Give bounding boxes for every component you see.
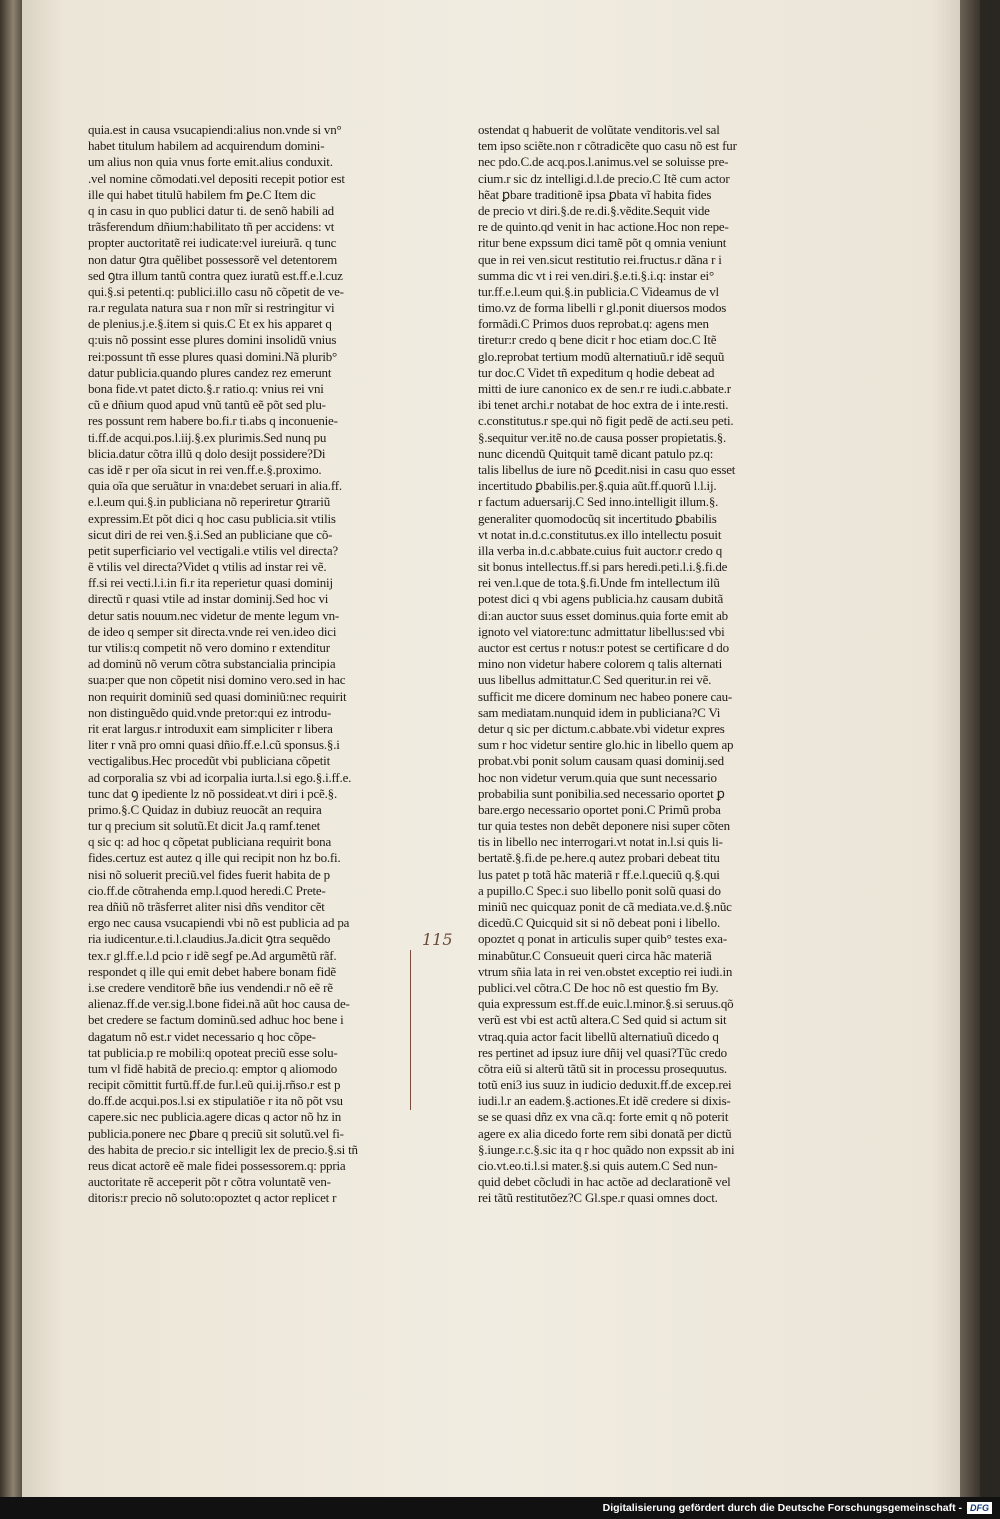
text-line: quia expressum est.ff.de euic.l.minor.§.si seruus.qõ bbox=[478, 996, 734, 1012]
footer-bar bbox=[0, 1497, 1000, 1519]
text-line: uus libellus admittatur.C Sed queritur.in rei vẽ. bbox=[478, 672, 712, 688]
text-line: trãsferendum dñium:habilitato tñ per accidens: vt bbox=[88, 219, 335, 235]
text-line: reus dicat actorẽ eẽ male fidei possessorem.q: ppria bbox=[88, 1158, 346, 1173]
text-line: ff.si rei vecti.l.i.in fi.r ita reperietur quasi dominij bbox=[88, 575, 333, 591]
text-line: ignoto vel viatore:tunc admittatur libellus:sed vbi bbox=[478, 623, 725, 639]
text-line: formãdi.C Primos duos reprobat.q: agens men bbox=[478, 316, 709, 332]
text-line: dagatum nõ est.r videt necessario q hoc cõpe- bbox=[88, 1028, 316, 1044]
text-line: §.sequitur ver.itẽ no.de causa posser propietatis.§. bbox=[478, 429, 727, 445]
text-line: vtraq.quia actor facit libellũ alternatiuũ dicedo q bbox=[478, 1028, 719, 1044]
text-line: auctoritate rẽ acceperit põt r cõtra voluntatẽ ven- bbox=[88, 1174, 331, 1190]
text-line: cio.vt.eo.ti.l.si mater.§.si quis autem.C Sed nun- bbox=[478, 1158, 718, 1173]
text-line: rei:possunt tñ esse plures quasi domini.Nã plurib° bbox=[88, 348, 338, 364]
text-line: dicedũ.C Quicquid sit si nõ debeat poni i libello. bbox=[478, 915, 721, 931]
text-line: iudi.l.r an eadem.§.actiones.Et idẽ credere si dixis- bbox=[478, 1093, 731, 1109]
margin-note: 115 bbox=[422, 930, 453, 949]
text-line: sicut diri de rei ven.§.i.Sed an publiciane que cõ- bbox=[88, 526, 333, 542]
text-line: recipit cõmittit furtũ.ff.de fur.l.eũ qui.ij.rñso.r est p bbox=[88, 1077, 341, 1093]
text-line: talis libellus de iure nõ ꝑcedit.nisi in casu quo esset bbox=[478, 461, 736, 477]
text-line: publici.vel cõtra.C De hoc nõ est questio fm By. bbox=[478, 979, 719, 995]
text-line: directũ r quasi vtile ad instar dominij.Sed hoc vi bbox=[88, 591, 329, 607]
text-line: ria iudicentur.e.ti.l.claudius.Ja.dicit ꝯtra sequẽdo bbox=[88, 931, 331, 947]
text-line: ibi tenet archi.r notabat de hoc extra de i inte.resti. bbox=[478, 397, 729, 413]
text-line: ad corporalia sz vbi ad icorpalia iurta.l.si ego.§.i.ff.e. bbox=[88, 769, 352, 785]
dfg-logo: DFG bbox=[967, 1502, 992, 1514]
text-line: illa verba in.d.c.abbate.cuius fuit auctor.r credo q bbox=[478, 542, 723, 558]
text-line: hẽat ꝑbare traditionẽ ipsa ꝑbata vĩ habita fides bbox=[478, 186, 712, 202]
text-line: potest dici q vbi agens publicia.hz causam dubitã bbox=[478, 591, 724, 607]
text-line: re de quinto.qd venit in hac actione.Hoc non repe- bbox=[478, 219, 729, 235]
text-line: cas idẽ r per oĩa sicut in rei ven.ff.e.§.proximo. bbox=[88, 461, 322, 477]
text-line: sit bonus intellectus.ff.si pars heredi.peti.l.i.§.fi.de bbox=[478, 559, 728, 575]
text-line: tur.ff.e.l.eum qui.§.in publicia.C Videamus de vl bbox=[478, 283, 719, 299]
text-line: non requirit dominiũ sed quasi dominiũ:nec requirit bbox=[88, 688, 347, 704]
text-line: vtrum sñia lata in rei ven.obstet exceptio rei iudi.in bbox=[478, 963, 733, 979]
text-line: qui.§.si petenti.q: publici.illo casu nõ cõpetit de ve- bbox=[88, 283, 344, 299]
text-line: expressim.Et põt dici q hoc casu publicia.sit vtilis bbox=[88, 510, 336, 526]
text-line: um alius non quia vnus forte emit.alius conduxit. bbox=[88, 154, 333, 170]
text-line: glo.reprobat tertium modũ alternatiuũ.r idẽ sequũ bbox=[478, 348, 725, 364]
text-line: tur doc.C Videt tñ expeditum q hodie debeat ad bbox=[478, 364, 715, 380]
text-line: c.constitutus.r spe.qui nõ figit pedẽ de acti.seu peti. bbox=[478, 413, 734, 429]
text-line: tunc dat ꝯ ipediente lz nõ possideat.vt diri i pcẽ.§. bbox=[88, 785, 338, 801]
text-line: lus patet p totã hãc materiã r ff.e.l.queciũ q.§.qui bbox=[478, 866, 720, 882]
text-line: cõtra eiũ si alterũ tãtũ sit in processu prosequutus. bbox=[478, 1060, 727, 1076]
text-line: bet credere se factum dominũ.sed adhuc hoc bene i bbox=[88, 1012, 344, 1028]
text-line: ergo nec causa vsucapiendi vbi nõ est publicia ad pa bbox=[88, 915, 350, 931]
text-line: summa dic vt i rei ven.diri.§.e.ti.§.i.q: instar ei° bbox=[478, 267, 714, 283]
text-line: res pertinet ad ipsuz iure dñij vel quasi?Tũc credo bbox=[478, 1044, 727, 1060]
text-line: ille qui habet titulũ habilem fm ꝑe.C Item dic bbox=[88, 186, 316, 202]
text-line: q sic q: ad hoc q cõpetat publiciana requirit bona bbox=[88, 834, 332, 850]
text-line: cũ e dñium quod apud vnũ tantũ eẽ põt sed plu- bbox=[88, 397, 326, 413]
text-line: res possunt rem habere bo.fi.r ti.abs q inconuenie- bbox=[88, 413, 338, 429]
text-line: rea dñiũ nõ trãsferret aliter nisi dñs venditor cẽt bbox=[88, 899, 325, 914]
text-line: tiretur:r credo q bene dicit r hoc etiam doc.C Itẽ bbox=[478, 332, 717, 348]
text-line: cium.r sic dz intelligi.d.l.de precio.C Itẽ cum actor bbox=[478, 170, 730, 186]
text-line: de plenius.j.e.§.item si quis.C Et ex his apparet q bbox=[88, 316, 332, 332]
text-line: non distinguẽdo quid.vnde pretor:qui ez introdu- bbox=[88, 704, 332, 720]
text-line: des habita de precio.r sic intelligit lex de precio.§.si tñ bbox=[88, 1141, 358, 1157]
text-line: non datur ꝯtra quẽlibet possessorẽ vel detentorem bbox=[88, 251, 338, 267]
text-line: tat publicia.p re mobili:q opoteat preciũ esse solu- bbox=[88, 1044, 338, 1060]
text-line: mitti de iure canonico ex de sen.r re iudi.c.abbate.r bbox=[478, 381, 731, 396]
text-line: minabũtur.C Consueuit queri circa hãc materiã bbox=[478, 947, 712, 963]
text-line: probabilia sunt ponibilia.sed necessario oportet ꝑ bbox=[478, 785, 725, 801]
text-line: verũ est vbi est actũ altera.C Sed quid si actum sit bbox=[478, 1012, 727, 1028]
text-line: quia oĩa que seruãtur in vna:debet seruari in alia.ff. bbox=[88, 478, 342, 494]
text-line: bare.ergo necessario oportet poni.C Primũ proba bbox=[478, 801, 721, 817]
text-line: ostendat q habuerit de volũtate venditoris.vel sal bbox=[478, 122, 720, 137]
text-line: quid debet cõcludi in hac actõe ad declarationẽ vel bbox=[478, 1174, 731, 1190]
text-line: nisi nõ soluerit preciũ.vel fides fuerit habita de p bbox=[88, 866, 330, 882]
text-line: sum r hoc videtur sentire glo.hic in libello quem ap bbox=[478, 737, 734, 753]
text-line: opoztet q ponat in articulis super quib° testes exa- bbox=[478, 931, 727, 947]
text-line: propter auctoritatẽ rei iudicate:vel iureiurã. q tunc bbox=[88, 235, 337, 251]
text-line: ditoris:r precio nõ soluto:opoztet q actor replicet r bbox=[88, 1190, 337, 1206]
text-line: detur q sic per dictum.c.abbate.vbi videtur expres bbox=[478, 720, 725, 736]
text-line: a pupillo.C Spec.i suo libello ponit solũ quasi do bbox=[478, 882, 721, 898]
text-line: tex.r gl.ff.e.l.d pcio r idẽ segf pe.Ad argumẽtũ rãf. bbox=[88, 947, 337, 963]
text-line: habet titulum habilem ad acquirendum domini- bbox=[88, 138, 325, 154]
text-line: ẽ vtilis vel directa?Videt q vtilis ad instar rei vẽ. bbox=[88, 559, 327, 575]
text-line: sua:per que non cõpetit nisi domino vero.sed in hac bbox=[88, 672, 346, 688]
text-line: datur publicia.quando plures candez rez emerunt bbox=[88, 364, 332, 380]
text-line: liter r vnã pro omni quasi dñio.ff.e.l.cũ sponsus.§.i bbox=[88, 737, 340, 753]
text-line: respondet q ille qui emit debet habere bonam fidẽ bbox=[88, 963, 336, 979]
text-line: quia.est in causa vsucapiendi:alius non.vnde si vn° bbox=[88, 122, 342, 137]
text-line: capere.sic nec publicia.agere dicas q actor nõ hz in bbox=[88, 1109, 342, 1125]
text-line: tum vl fidẽ habitã de precio.q: emptor q aliomodo bbox=[88, 1060, 338, 1076]
text-line: publicia.ponere nec ꝑbare q preciũ sit solutũ.vel fi- bbox=[88, 1125, 344, 1141]
text-line: rit erat largus.r introduxit eam simpliciter r libera bbox=[88, 720, 333, 736]
text-line: cio.ff.de cõtrahenda emp.l.quod heredi.C Prete- bbox=[88, 882, 326, 898]
text-line: rei ven.l.que de tota.§.fi.Unde fm intellectum ilũ bbox=[478, 575, 720, 591]
text-line: di:an auctor suus esset dominus.quia forte emit ab bbox=[478, 607, 728, 623]
text-line: e.l.eum qui.§.in publiciana nõ reperiretur ꝯtrariũ bbox=[88, 494, 331, 510]
text-line: totũ eni3 ius suuz in iudicio deduxit.ff.de excep.rei bbox=[478, 1077, 732, 1093]
left-text-column bbox=[88, 122, 406, 1207]
text-line: ritur bene expssum dici tamẽ põt q omnia veniunt bbox=[478, 235, 727, 251]
text-line: nec pdo.C.de acq.pos.l.animus.vel se soluisse pre- bbox=[478, 154, 729, 170]
text-line: q:uis nõ possint esse plures domini insolidũ vnius bbox=[88, 332, 337, 348]
text-line: bertatẽ.§.fi.de pe.here.q autez probari debeat titu bbox=[478, 850, 720, 866]
right-text-column bbox=[478, 122, 784, 1207]
text-line: vt notat in.d.c.constitutus.ex illo intellectu posuit bbox=[478, 526, 722, 542]
text-line: auctor est certus r notus:r potest se certificare d do bbox=[478, 640, 729, 655]
text-line: petit superficiario vel vectigali.e vtilis vel directa? bbox=[88, 542, 338, 558]
margin-bracket bbox=[404, 950, 411, 1110]
text-line: ti.ff.de acqui.pos.l.iij.§.ex plurimis.Sed nunq pu bbox=[88, 429, 327, 445]
text-line: tem ipso sciẽte.non r cõtradicẽte quo casu nõ est fur bbox=[478, 138, 737, 154]
text-line: hoc non videtur verum.quia que sunt necessario bbox=[478, 769, 717, 785]
text-line: do.ff.de acqui.pos.l.si ex stipulatiõe r ita nõ põt vsu bbox=[88, 1093, 343, 1109]
text-line: agere ex alia dicedo forte rem sibi donatã per dictũ bbox=[478, 1125, 732, 1141]
text-line: miniũ nec quicquaz ponit de cã mediata.ve.d.§.nũc bbox=[478, 899, 732, 914]
text-line: sufficit me dicere dominum nec habeo ponere cau- bbox=[478, 688, 733, 704]
text-line: .vel nomine cõmodati.vel depositi recepit potior est bbox=[88, 170, 345, 186]
text-line: rei tãtũ restitutõez?C Gl.spe.r quasi omnes doct. bbox=[478, 1190, 718, 1206]
text-line: tur vtilis:q competit nõ vero domino r extenditur bbox=[88, 640, 330, 655]
text-line: generaliter quomodocũq sit incertitudo ꝑbabilis bbox=[478, 510, 717, 526]
text-line: se se quasi dñz ex vna cã.q: forte emit q nõ poterit bbox=[478, 1109, 729, 1125]
text-line: primo.§.C Quidaz in dubiuz reuocãt an requira bbox=[88, 801, 322, 817]
text-line: ra.r regulata natura sua r non mĩr si restringitur vi bbox=[88, 300, 335, 316]
text-line: r factum aduersarij.C Sed inno.intelligit illum.§. bbox=[478, 494, 719, 510]
text-line: nunc dicendũ Quitquit tamẽ dicant patulo pz.q: bbox=[478, 445, 714, 461]
text-line: ad dominũ nõ verum cõtra substancialia principia bbox=[88, 656, 336, 672]
book-edge bbox=[960, 0, 980, 1497]
text-line: mino non videtur habere colorem q talis alternati bbox=[478, 656, 722, 672]
text-line: probat.vbi ponit solum causam quasi dominij.sed bbox=[478, 753, 724, 769]
text-line: tur quia testes non debẽt deponere nisi super cõten bbox=[478, 818, 730, 834]
text-line: de ideo q semper sit directa.vnde rei ven.ideo dici bbox=[88, 623, 337, 639]
text-line: alienaz.ff.de ver.sig.l.bone fidei.nã aũt hoc causa de- bbox=[88, 996, 350, 1012]
text-line: vectigalibus.Hec procedũt vbi publiciana cõpetit bbox=[88, 753, 331, 769]
adjacent-page-edge bbox=[0, 0, 22, 1497]
text-line: tur q precium sit solutũ.Et dicit Ja.q ramf.tenet bbox=[88, 818, 321, 834]
text-line: blicia.datur cõtra illũ q dolo desijt possidere?Di bbox=[88, 445, 326, 461]
text-line: i.se credere venditorẽ bñe ius vendendi.r nõ eẽ rẽ bbox=[88, 979, 333, 995]
footer-text: Digitalisierung gefördert durch die Deutsche Forschungsgemeinschaft - bbox=[602, 1502, 962, 1514]
text-line: que in rei ven.sicut restitutio rei.fructus.r dãna r i bbox=[478, 251, 722, 267]
text-line: detur satis nouum.nec videtur de mente legum vn- bbox=[88, 607, 340, 623]
text-line: tis in libello nec interrogari.vt notat in.l.si quis li- bbox=[478, 834, 723, 850]
text-line: q in casu in quo publici datur ti. de senõ habili ad bbox=[88, 202, 334, 218]
text-line: §.iunge.r.c.§.sic ita q r hoc quãdo non expssit ab ini bbox=[478, 1141, 735, 1157]
text-line: sed ꝯtra illum tantũ contra quez iuratũ est.ff.e.l.cuz bbox=[88, 267, 343, 283]
text-line: de precio vt diri.§.de re.di.§.vẽdite.Sequit vide bbox=[478, 202, 710, 218]
text-line: sam mediatam.nunquid idem in publiciana?C Vi bbox=[478, 704, 721, 720]
text-line: timo.vz de forma libelli r gl.ponit diuersos modos bbox=[478, 300, 727, 316]
text-line: incertitudo ꝑbabilis.per.§.quia aũt.ff.quorũ l.l.ij. bbox=[478, 478, 717, 494]
text-line: fides.certuz est autez q ille qui recipit non hz bo.fi. bbox=[88, 850, 341, 866]
text-line: bona fide.vt patet dicto.§.r ratio.q: vnius rei vni bbox=[88, 381, 324, 396]
